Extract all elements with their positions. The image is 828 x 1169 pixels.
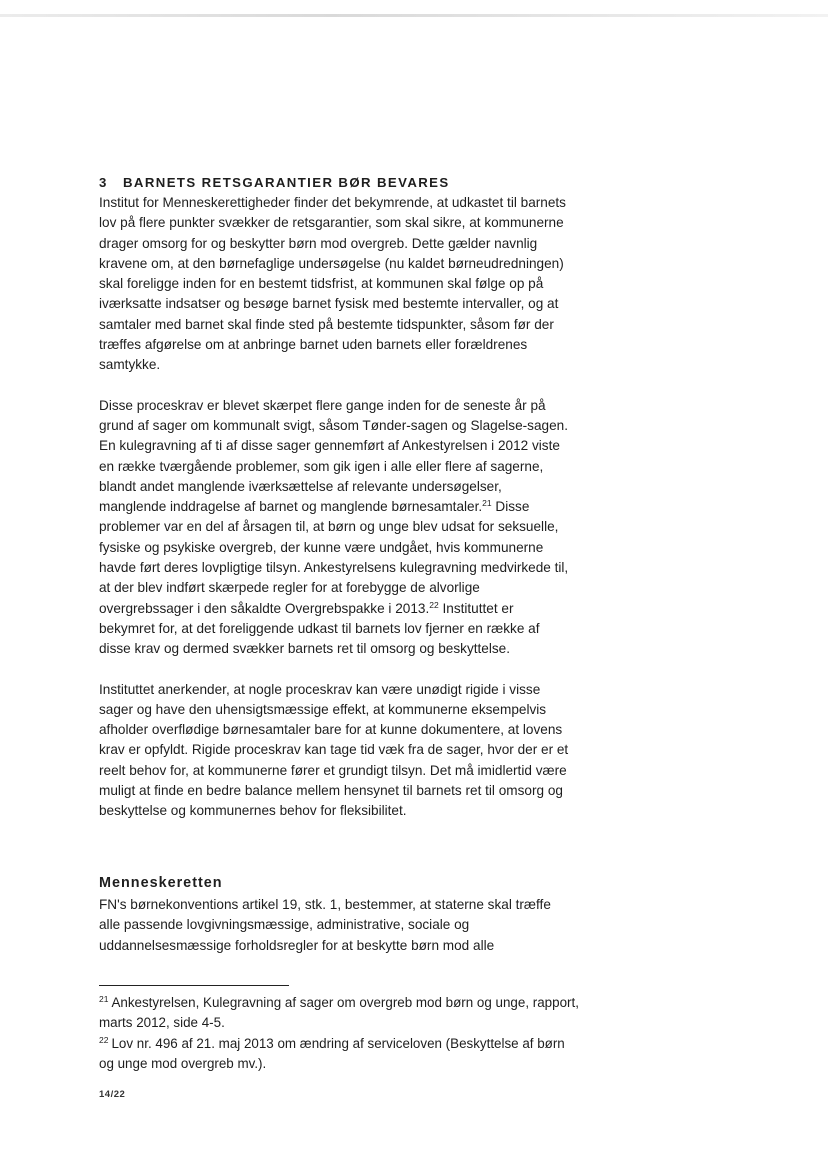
section-number: 3: [99, 175, 107, 190]
paragraph-3: Instituttet anerkender, at nogle proceskrav kan være unødigt rigide i visse sager og have den uhensigtsmæssige effekt, at kommunerne eksempelvis afholder overflødige børnesamtaler bare for at kunne dokumentere, at lovens krav er opfyldt. Rigide proceskrav kan tage tid væk fra de sager, hvor der er et reelt behov for, at kommunerne fører et grundigt tilsyn. Det må imidlertid være muligt at finde en bedre balance mellem hensynet til barnets ret til omsorg og beskyttelse og kommunernes behov for fleksibilitet.: [99, 681, 569, 819]
footnote-text: Lov nr. 496 af 21. maj 2013 om ændring af serviceloven (Beskyttelse af børn og unge mod overgreb mv.).: [99, 1035, 565, 1071]
footnote-ref-22[interactable]: 22: [429, 599, 439, 610]
paragraph-2-part-3: Instituttet er bekymret for, at det foreliggende udkast til barnets lov fjerner en række af disse krav og dermed svækker barnets ret til omsorg og beskyttelse.: [99, 600, 540, 657]
subsection-paragraph: FN's børnekonventions artikel 19, stk. 1, bestemmer, at staterne skal træffe alle passende lovgivningsmæssige, administrative, sociale og uddannelsesmæssige forholdsregler for at beskytte børn mod alle: [99, 897, 551, 953]
footnote-22: [99, 1034, 579, 1075]
subsection-heading: Menneskeretten: [99, 875, 223, 891]
footnote-number: 22: [99, 1034, 109, 1045]
scan-edge-artifact: [0, 14, 828, 17]
footnote-text: Ankestyrelsen, Kulegravning af sager om overgreb mod børn og unge, rapport, marts 2012, side 4-5.: [99, 995, 579, 1031]
footnote-divider: [99, 985, 289, 986]
page-body: [99, 173, 569, 953]
section-title: BARNETS RETSGARANTIER BØR BEVARES: [123, 175, 450, 190]
footnote-ref-21[interactable]: 21: [482, 498, 492, 509]
section-heading: [99, 173, 569, 193]
paragraph-2-part-1: Disse proceskrav er blevet skærpet flere gange inden for de seneste år på grund af sager om kommunalt svigt, såsom Tønder-sagen og Slagelse-sagen. En kulegravning af ti af disse sager gennemført af Ankestyrelsen i 2012 viste en række tværgående problemer, som gik igen i alle eller flere af sagerne, blandt andet manglende iværksættelse af relevante undersøgelser, manglende inddragelse af barnet og manglende børnesamtaler.: [99, 397, 568, 515]
footnotes: [99, 993, 579, 1074]
paragraph-2: [99, 396, 569, 660]
footnote-number: 21: [99, 994, 109, 1004]
paragraph-2-part-2: Disse problemer var en del af årsagen til, at børn og unge blev udsat for seksuelle, fysiske og psykiske overgreb, der kunne være undgået, hvis kommunerne havde ført deres lovpligtige tilsyn. Ankestyrelsens kulegravning medvirkede til, at der blev indført skærpede regler for at forebygge de alvorlige overgrebssager i den såkaldte Overgrebspakke i 2013.: [99, 499, 569, 616]
footnote-21: [99, 993, 579, 1034]
paragraph-1: Institut for Menneskerettigheder finder det bekymrende, at udkastet til barnets lov på flere punkter svækker de retsgarantier, som skal sikre, at kommunerne drager omsorg for og beskytter børn mod overgreb. Dette gælder navnlig kravene om, at den børnefaglige undersøgelse (nu kaldet børneudredningen) skal foreligge inden for en bestemt tidsfrist, at kommunen skal følge op på iværksatte indsatser og besøge barnet fysisk med bestemte intervaller, og at samtaler med barnet skal finde sted på bestemte tidspunkter, såsom før der træffes afgørelse om at anbringe barnet uden barnets eller forældrenes samtykke.: [99, 195, 566, 373]
page-number: 14/22: [99, 1089, 126, 1100]
